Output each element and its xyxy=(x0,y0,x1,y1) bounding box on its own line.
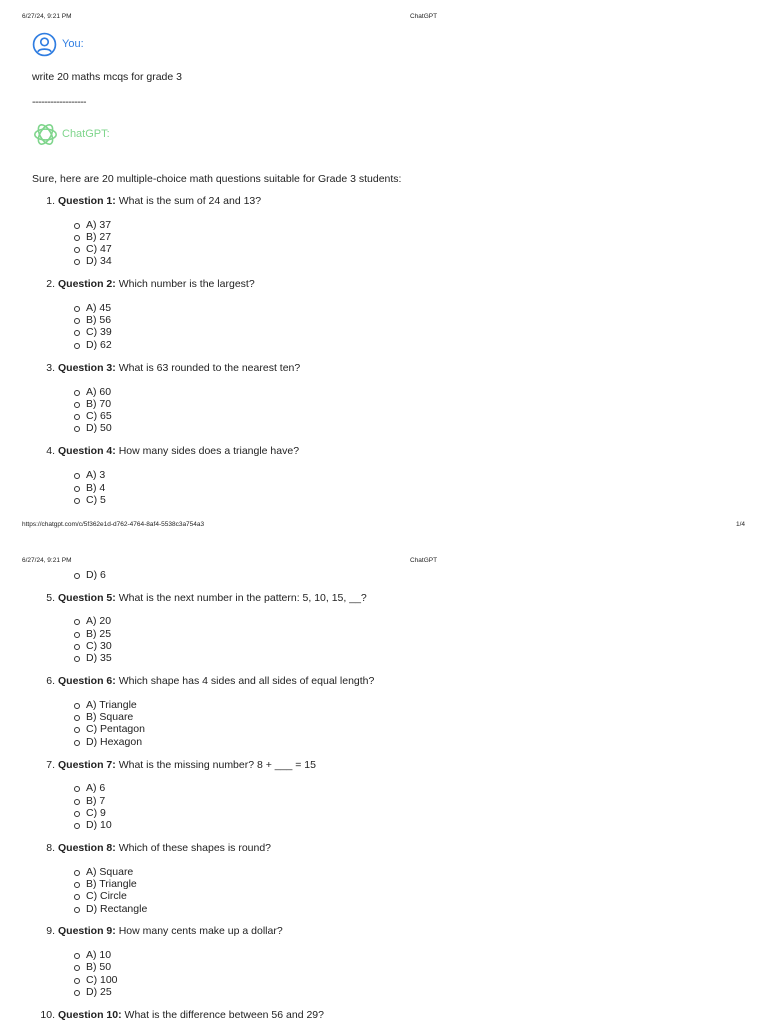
option-bullet-icon xyxy=(74,343,80,349)
answer-option: C) 100 xyxy=(86,974,118,986)
question-text xyxy=(58,842,271,854)
question-label: Question 4: xyxy=(58,445,116,457)
question-label: Question 7: xyxy=(58,759,116,771)
answer-option: B) Triangle xyxy=(86,878,137,890)
page-1-header-datetime: 6/27/24, 9:21 PM xyxy=(22,13,72,20)
answer-option: B) 7 xyxy=(86,795,106,807)
option-bullet-icon xyxy=(74,978,80,984)
answer-option: D) Rectangle xyxy=(86,903,148,915)
answer-option: B) Square xyxy=(86,711,134,723)
question-number: 2. xyxy=(46,278,55,290)
answer-option: D) 10 xyxy=(86,819,112,831)
option-bullet-icon xyxy=(74,318,80,324)
question-label: Question 9: xyxy=(58,925,116,937)
option-bullet-icon xyxy=(74,473,80,479)
question-prompt: What is the sum of 24 and 13? xyxy=(118,195,262,207)
option-bullet-icon xyxy=(74,402,80,408)
option-bullet-icon xyxy=(74,990,80,996)
assistant-speaker-label: ChatGPT: xyxy=(62,128,110,140)
option-bullet-icon xyxy=(74,811,80,817)
user-prompt: write 20 maths mcqs for grade 3 xyxy=(32,71,182,83)
question-prompt: Which shape has 4 sides and all sides of equal length? xyxy=(118,675,375,687)
question-number: 9. xyxy=(46,925,55,937)
page-1-header-title: ChatGPT xyxy=(410,13,438,20)
option-bullet-icon xyxy=(74,965,80,971)
question-text xyxy=(58,1009,324,1021)
question-label: Question 1: xyxy=(58,195,116,207)
answer-option: C) Pentagon xyxy=(86,723,145,735)
answer-option: A) 20 xyxy=(86,615,112,627)
page-1-footer-page-number: 1/4 xyxy=(736,521,746,528)
assistant-intro: Sure, here are 20 multiple-choice math questions suitable for Grade 3 students: xyxy=(32,173,402,185)
answer-option: C) 39 xyxy=(86,326,112,338)
answer-option: D) Hexagon xyxy=(86,736,143,748)
answer-option: A) 45 xyxy=(86,302,112,314)
option-bullet-icon xyxy=(74,259,80,265)
page-2-header-datetime: 6/27/24, 9:21 PM xyxy=(22,557,72,564)
option-bullet-icon xyxy=(74,894,80,900)
question-label: Question 6: xyxy=(58,675,116,687)
option-bullet-icon xyxy=(74,823,80,829)
question-prompt: What is the missing number? 8 + ___ = 15 xyxy=(118,759,316,771)
answer-option: C) 30 xyxy=(86,640,112,652)
option-bullet-icon xyxy=(74,426,80,432)
question-number: 10. xyxy=(40,1009,55,1021)
answer-option: A) 37 xyxy=(86,219,112,231)
question-prompt: Which of these shapes is round? xyxy=(118,842,272,854)
answer-option: D) 34 xyxy=(86,255,112,267)
answer-option: A) 10 xyxy=(86,949,112,961)
answer-option: C) Circle xyxy=(86,890,127,902)
option-bullet-icon xyxy=(74,390,80,396)
option-bullet-icon xyxy=(74,703,80,709)
question-text xyxy=(58,675,374,687)
option-bullet-icon xyxy=(74,498,80,504)
answer-option: B) 27 xyxy=(86,231,112,243)
question-label: Question 2: xyxy=(58,278,116,290)
option-bullet-icon xyxy=(74,330,80,336)
question-number: 8. xyxy=(46,842,55,854)
option-bullet-icon xyxy=(74,882,80,888)
question-text xyxy=(58,445,299,457)
answer-option: C) 5 xyxy=(86,494,106,506)
answer-option: D) 25 xyxy=(86,986,112,998)
answer-option: D) 6 xyxy=(86,569,106,581)
question-text xyxy=(58,278,255,290)
answer-option: D) 50 xyxy=(86,422,112,434)
question-text xyxy=(58,925,283,937)
answer-option: B) 70 xyxy=(86,398,112,410)
question-prompt: What is the difference between 56 and 29? xyxy=(124,1009,324,1021)
question-text xyxy=(58,362,300,374)
question-number: 4. xyxy=(46,445,55,457)
answer-option: C) 65 xyxy=(86,410,112,422)
option-bullet-icon xyxy=(74,414,80,420)
openai-logo-icon xyxy=(32,121,59,148)
question-label: Question 5: xyxy=(58,592,116,604)
question-text xyxy=(58,759,316,771)
option-bullet-icon xyxy=(74,953,80,959)
option-bullet-icon xyxy=(74,486,80,492)
user-speaker-label: You: xyxy=(62,38,84,50)
option-bullet-icon xyxy=(74,715,80,721)
option-bullet-icon xyxy=(74,573,80,579)
option-bullet-icon xyxy=(74,632,80,638)
answer-option: B) 4 xyxy=(86,482,106,494)
answer-option: A) Square xyxy=(86,866,134,878)
answer-option: B) 50 xyxy=(86,961,112,973)
option-bullet-icon xyxy=(74,740,80,746)
option-bullet-icon xyxy=(74,644,80,650)
user-circle-icon xyxy=(32,32,57,57)
question-label: Question 10: xyxy=(58,1009,122,1021)
question-number: 1. xyxy=(46,195,55,207)
question-prompt: What is the next number in the pattern: 5, 10, 15, __? xyxy=(118,592,367,604)
separator-line: ------------------ xyxy=(32,96,86,108)
option-bullet-icon xyxy=(74,799,80,805)
option-bullet-icon xyxy=(74,870,80,876)
question-prompt: How many sides does a triangle have? xyxy=(118,445,300,457)
option-bullet-icon xyxy=(74,907,80,913)
question-prompt: What is 63 rounded to the nearest ten? xyxy=(118,362,301,374)
answer-option: B) 56 xyxy=(86,314,112,326)
option-bullet-icon xyxy=(74,727,80,733)
question-number: 5. xyxy=(46,592,55,604)
question-text xyxy=(58,592,367,604)
question-prompt: Which number is the largest? xyxy=(118,278,255,290)
answer-option: A) 60 xyxy=(86,386,112,398)
question-text xyxy=(58,195,261,207)
option-bullet-icon xyxy=(74,306,80,312)
option-bullet-icon xyxy=(74,235,80,241)
page-2-header-title: ChatGPT xyxy=(410,557,438,564)
question-prompt: How many cents make up a dollar? xyxy=(118,925,283,937)
option-bullet-icon xyxy=(74,223,80,229)
option-bullet-icon xyxy=(74,619,80,625)
option-bullet-icon xyxy=(74,786,80,792)
option-bullet-icon xyxy=(74,247,80,253)
question-number: 7. xyxy=(46,759,55,771)
answer-option: D) 62 xyxy=(86,339,112,351)
answer-option: A) 6 xyxy=(86,782,106,794)
page-1-footer-url: https://chatgpt.com/c/5f362e1d-d762-4764-8af4-5538c3a754a3 xyxy=(22,521,205,528)
answer-option: A) 3 xyxy=(86,469,106,481)
answer-option: B) 25 xyxy=(86,628,112,640)
option-bullet-icon xyxy=(74,656,80,662)
question-number: 6. xyxy=(46,675,55,687)
question-label: Question 8: xyxy=(58,842,116,854)
answer-option: C) 9 xyxy=(86,807,106,819)
answer-option: C) 47 xyxy=(86,243,112,255)
answer-option: A) Triangle xyxy=(86,699,137,711)
question-number: 3. xyxy=(46,362,55,374)
answer-option: D) 35 xyxy=(86,652,112,664)
question-label: Question 3: xyxy=(58,362,116,374)
